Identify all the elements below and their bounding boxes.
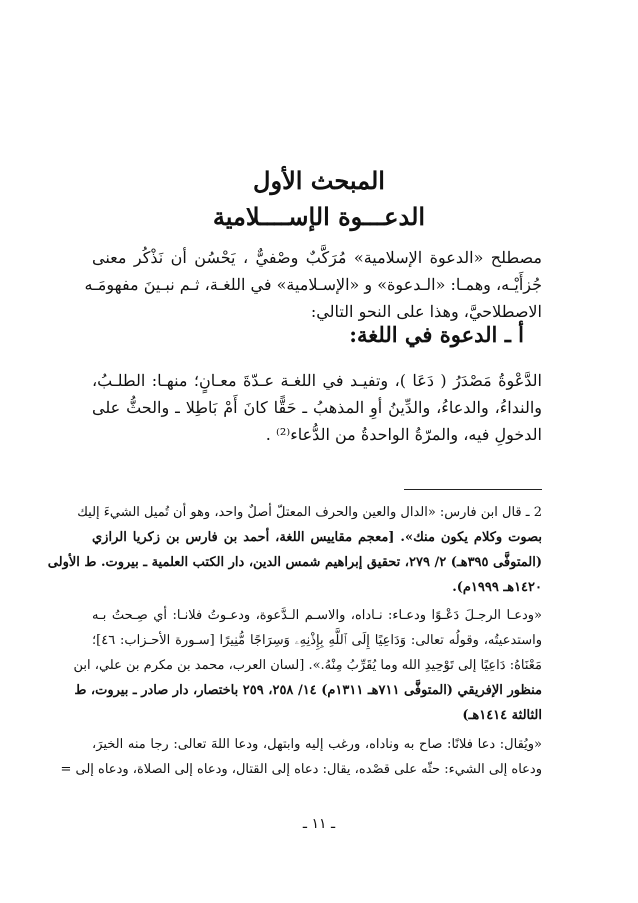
footnote-line: (المتوفَّى ٣٩٥هـ) ٢/ ٢٧٩، تحقيق إبراهيم شمس الدين، دار الكتب العلمية ـ بيروت. ط الأولى [47, 555, 542, 570]
page-number: ـ ١١ ـ [302, 816, 336, 832]
footnote-line: «ودعـا الرجـلَ دَعْـوًا ودعـاء: نـاداه، والاسـم الـدَّعوة، ودعـوتُ فلانـا: أي صِـحتُ بـه [92, 608, 542, 623]
footnote-line: 2 ـ قال ابن فارس: «الدال والعين والحرف المعتلّ أصلٌ واحد، وهو أن تُميل الشيءَ إليك [77, 505, 542, 520]
section-title: المبحث الأول [253, 166, 385, 195]
footnote-line: مَعْنَاهُ: دَاعِيًا إلى تَوْحِيدِ الله وما يُقَرِّبُ مِنْهُ.». [لسان العرب، محمد بن مكرم بن علي، ابن [73, 658, 542, 673]
body-line: الدخولِ فيه، والمرّةُ الواحدةُ من الدُّعاء⁽²⁾ . [265, 425, 542, 444]
footnote-line: ١٤٢٠هـ ١٩٩٩م). [452, 580, 542, 595]
intro-line: مصطلح «الدعوة الإسلامية» مُرَكَّبٌ وصْفيٌّ ، يَحْسُن أن نَذْكُر معنى [92, 248, 542, 267]
footnote-line: منظور الإفريقي (المتوفَّى ٧١١هـ ١٣١١م) ١٤/ ٢٥٨، ٢٥٩ باختصار، دار صادر ـ بيروت، ط [74, 683, 542, 698]
subheading: أ ـ الدعوة في اللغة: [349, 322, 524, 347]
footnote-line: «ويُقال: دعا فلانًا: صاح به وناداه، ورغب إليه وابتهل، ودعا اللهَ تعالى: رجا منه الخيرَ، [92, 737, 542, 752]
body-line: الدَّعْوةُ مَصْدَرُ ( دَعَا )، وتفيـد في اللغـة عـدّةَ معـانٍ؛ منهـا: الطلـبُ، [92, 371, 542, 390]
footnote-line: واستدعيتُه، وقولُه تعالى: وَدَاعِيًا إِلَى ٱللَّهِ بِإِذْنِهِۦ وَسِرَاجًا مُّنِيرًا [سـورة الأحـزاب: ٤٦]؛ [92, 633, 542, 648]
intro-line: جُزأَيْـه، وهمـا: «الـدعوة» و «الإسـلامية» في اللغـة، ثـم نبـينَ مفهومَـه [84, 275, 542, 294]
body-line: والنداءُ، والدعاءُ، والدِّينُ أوِ المذهبُ ـ حَقًّا كانَ أَمْ بَاطِلا ـ والحثُّ على [92, 398, 542, 417]
footnote-line: الثالثة ١٤١٤هـ) [462, 708, 542, 723]
footnote-line: بصوت وكلام يكون منك». [معجم مقاييس اللغة، أحمد بن فارس بن زكريا الرازي [92, 530, 542, 545]
footnote-line: ودعاه إلى الشيء: حثّه على قصْده، يقال: دعاه إلى القتال، ودعاه إلى الصلاة، ودعاه إلى = [60, 762, 542, 777]
footnote-separator [404, 489, 542, 490]
section-subtitle: الدعـــوة الإســــلامية [212, 202, 426, 231]
intro-line: الاصطلاحيَّ، وهذا على النحو التالي: [310, 302, 542, 321]
